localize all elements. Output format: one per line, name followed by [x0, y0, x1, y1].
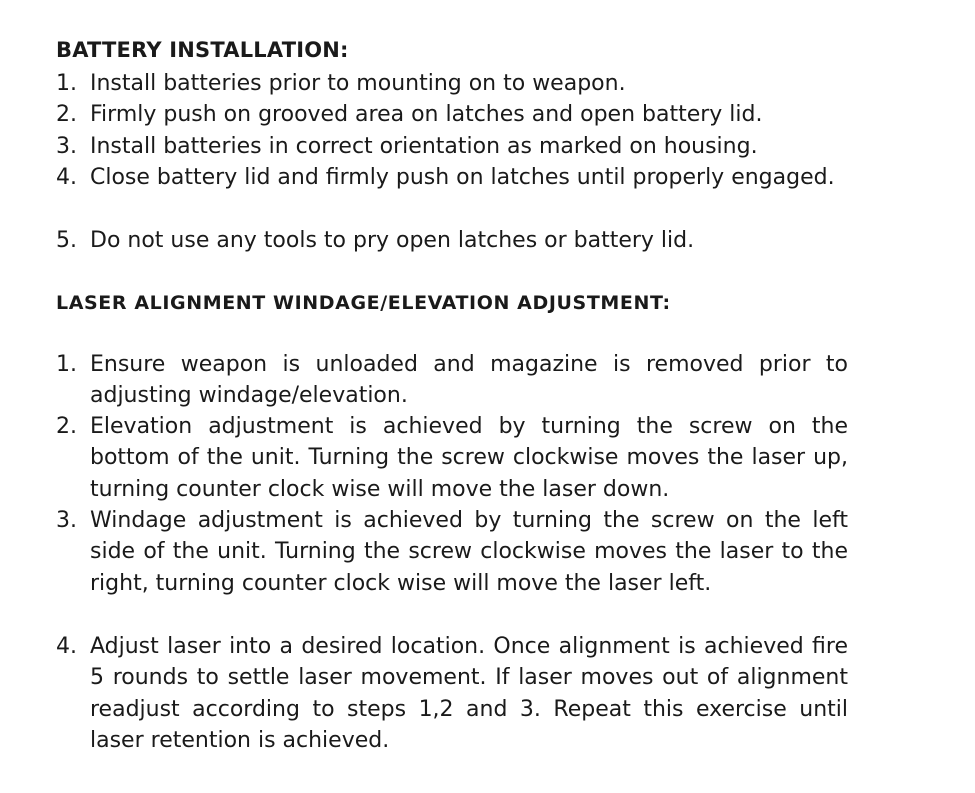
- step-text: Install batteries in correct orientation as marked on housing.: [90, 134, 758, 159]
- step-number: 3.: [56, 508, 77, 533]
- step-number: 5.: [56, 228, 77, 253]
- battery-step-3: [56, 131, 848, 162]
- step-number: 2.: [56, 102, 77, 127]
- step-text: Windage adjustment is achieved by turning the screw on the left side of the unit. Turning the screw clockwise moves the laser to the right, turning counter clock wise will move the laser left.: [90, 508, 848, 596]
- step-number: 4.: [56, 165, 77, 190]
- laser-step-2: [56, 411, 848, 505]
- step-number: 2.: [56, 414, 77, 439]
- step-text: Install batteries prior to mounting on to weapon.: [90, 71, 626, 96]
- battery-installation-heading: BATTERY INSTALLATION:: [56, 38, 349, 62]
- step-number: 1.: [56, 352, 77, 377]
- battery-step-2: [56, 99, 848, 130]
- laser-step-4: [56, 631, 848, 757]
- laser-step-1: [56, 349, 848, 412]
- step-text: Close battery lid and firmly push on latches until properly engaged.: [90, 165, 835, 190]
- step-text: Ensure weapon is unloaded and magazine is removed prior to adjusting windage/elevation.: [90, 352, 848, 409]
- battery-step-5: [56, 225, 848, 256]
- battery-step-1: [56, 68, 848, 99]
- battery-step-4: [56, 162, 848, 193]
- step-number: 3.: [56, 134, 77, 159]
- step-number: 1.: [56, 71, 77, 96]
- step-text: Elevation adjustment is achieved by turning the screw on the bottom of the unit. Turning the screw clockwise moves the laser up, turning counter clock wise will move the laser down.: [90, 414, 848, 502]
- step-text: Firmly push on grooved area on latches and open battery lid.: [90, 102, 763, 127]
- step-number: 4.: [56, 634, 77, 659]
- step-text: Adjust laser into a desired location. Once alignment is achieved fire 5 rounds to settle laser movement. If laser moves out of alignment readjust according to steps 1,2 and 3. Repeat this exercise until laser retention is achieved.: [90, 634, 848, 754]
- laser-step-3: [56, 505, 848, 599]
- laser-alignment-heading: LASER ALIGNMENT WINDAGE/ELEVATION ADJUSTMENT:: [56, 292, 671, 314]
- step-text: Do not use any tools to pry open latches or battery lid.: [90, 228, 695, 253]
